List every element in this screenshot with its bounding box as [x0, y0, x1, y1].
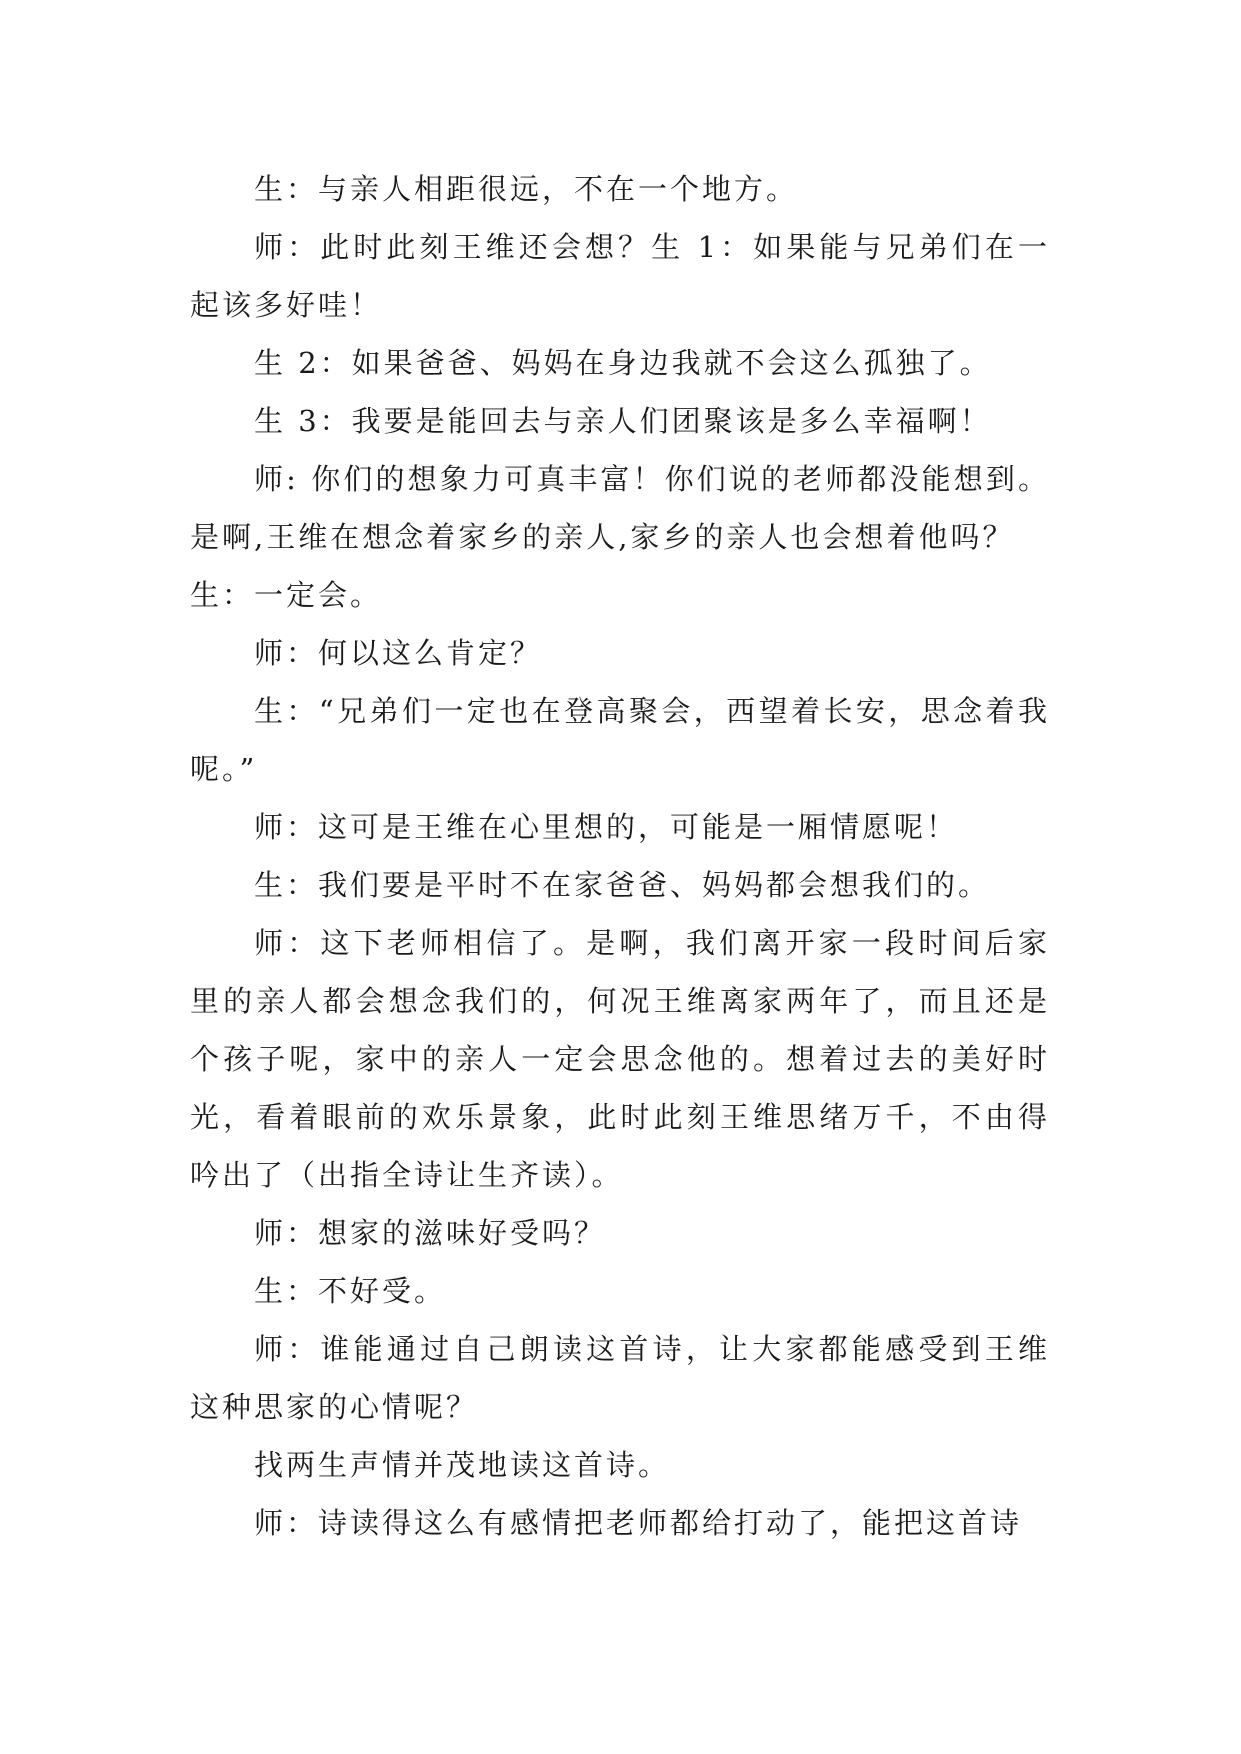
paragraph: 师：诗读得这么有感情把老师都给打动了，能把这首诗: [254, 1506, 1023, 1540]
paragraph: 师：想家的滋味好受吗？: [254, 1216, 607, 1250]
paragraph: 生 3：我要是能回去与亲人们团聚该是多么幸福啊！: [254, 404, 992, 438]
paragraph: 生 2：如果爸爸、妈妈在身边我就不会这么孤独了。: [254, 346, 992, 380]
paragraph: 生：不好受。: [254, 1274, 447, 1308]
paragraph: 师：这可是王维在心里想的，可能是一厢情愿呢！: [254, 810, 959, 844]
paragraph: 师：此时此刻王维还会想？生 1：如果能与兄弟们在一起该多好哇！: [190, 230, 1050, 322]
paragraph: 生：一定会。: [190, 578, 383, 612]
paragraph: 生：“兄弟们一定也在登高聚会，西望着长安，思念着我呢。”: [190, 694, 1050, 786]
paragraph: 师: 你们的想象力可真丰富！你们说的老师都没能想到。是啊,王维在想念着家乡的亲人,家乡的亲人也会想着他吗？: [190, 462, 1050, 554]
paragraph: 找两生声情并茂地读这首诗。: [254, 1448, 671, 1482]
paragraph: 生：与亲人相距很远，不在一个地方。: [254, 172, 799, 206]
paragraph: 师：谁能通过自己朗读这首诗，让大家都能感受到王维这种思家的心情呢？: [190, 1332, 1050, 1424]
document-body: [190, 160, 1050, 1552]
paragraph: 师：这下老师相信了。是啊，我们离开家一段时间后家里的亲人都会想念我们的，何况王维离家两年了，而且还是个孩子呢，家中的亲人一定会思念他的。想着过去的美好时光，看着眼前的欢乐景象，此时此刻王维思绪万千，不由得吟出了（出指全诗让生齐读）。: [190, 926, 1050, 1192]
paragraph: 师：何以这么肯定？: [254, 636, 543, 670]
paragraph: 生：我们要是平时不在家爸爸、妈妈都会想我们的。: [254, 868, 991, 902]
